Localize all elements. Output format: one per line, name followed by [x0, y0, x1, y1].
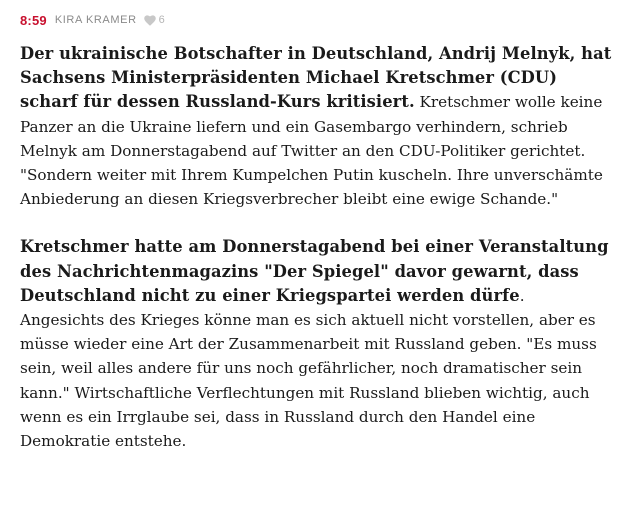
paragraph-2	[20, 235, 612, 453]
like-count: 6	[158, 14, 165, 26]
like-button[interactable]	[144, 14, 165, 26]
post-time: 8:59	[20, 12, 47, 28]
paragraph-1	[20, 42, 612, 211]
paragraph-1-text: Kretschmer wolle keine Panzer an die Ukraine liefern und ein Gasembargo verhindern, schrieb Melnyk am Donnerstagabend auf Twitter an den CDU-Politiker gerichtet. "Sondern weiter mit Ihrem Kumpelchen Putin kuscheln. Ihre unverschämte Anbiederung an diesen Kriegsverbrecher bleibt eine ewige Schande."	[20, 93, 603, 209]
post-meta	[20, 11, 165, 29]
paragraph-2-lead: Kretschmer hatte am Donnerstagabend bei einer Veranstaltung des Nachrichtenmagazins "Der Spiegel" davor gewarnt, dass Deutschland nicht zu einer Kriegspartei werden dürfe	[20, 237, 609, 305]
paragraph-1-lead: Der ukrainische Botschafter in Deutschland, Andrij Melnyk, hat Sachsens Ministerpräsidenten Michael Kretschmer (CDU) scharf für dessen Russland-Kurs kritisiert.	[20, 44, 612, 112]
post-author: KIRA KRAMER	[54, 14, 137, 26]
paragraph-2-text: . Angesichts des Krieges könne man es sich aktuell nicht vorstellen, aber es müsse wieder eine Art der Zusammenarbeit mit Russland geben. "Es muss sein, weil alles andere für uns noch gefährlicher, noch dramatischer sein kann." Wirtschaftliche Verflechtungen mit Russland blieben wichtig, auch wenn es ein Irrglaube sei, dass in Russland durch den Handel eine Demokratie entstehe.	[20, 286, 597, 451]
heart-icon	[144, 15, 156, 26]
article-body	[20, 42, 612, 477]
